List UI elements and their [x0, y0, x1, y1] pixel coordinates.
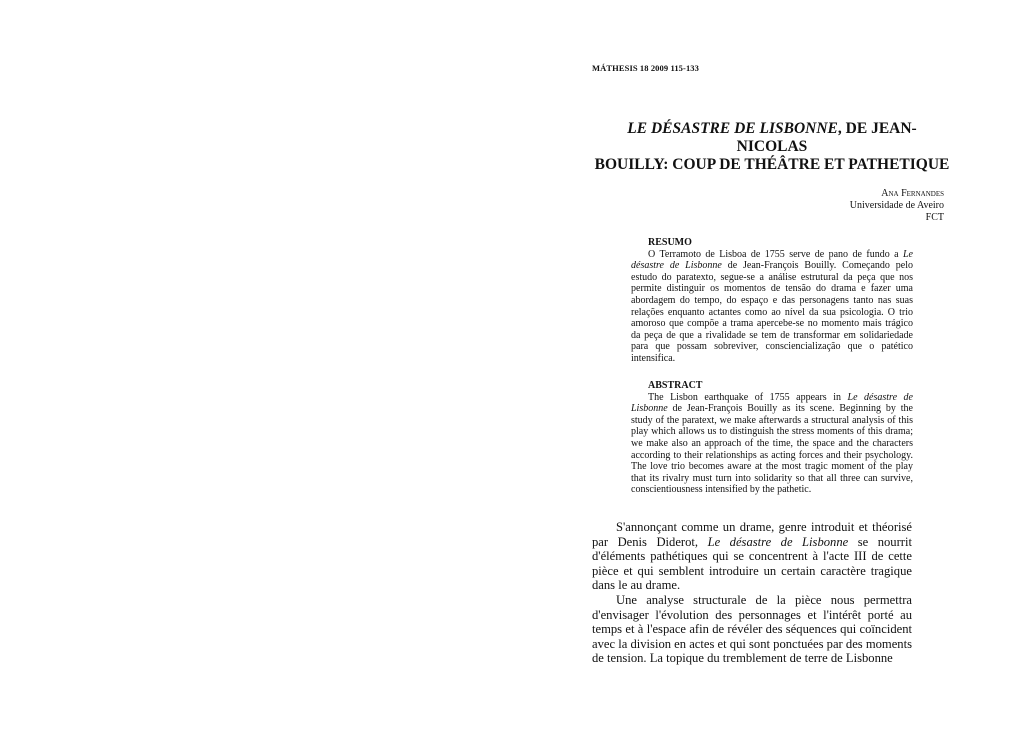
article-title: [592, 120, 952, 174]
author-block: [800, 188, 944, 224]
abstract-heading: ABSTRACT: [648, 380, 703, 391]
abstract-section: [631, 380, 913, 496]
p1-italic-title: Le désastre de Lisbonne: [707, 534, 849, 549]
author-funding: FCT: [925, 212, 944, 223]
title-line2: BOUILLY: COUP DE THÉÂTRE ET PATHETIQUE: [594, 156, 950, 173]
title-italic-part: LE DÉSASTRE DE LISBONNE: [627, 120, 838, 137]
abstract-italic-title: Le désastre de Lisbonne: [631, 391, 913, 415]
author-institution: Universidade de Aveiro: [849, 200, 944, 211]
p1-text-after: se nourrit d'éléments pathétiques qui se concentrent à l'acte III de cette pièce et qui semblent introduire un certain caractère tragique dans le au drame.: [592, 534, 912, 593]
resumo-italic-title: Le désastre de Lisbonne: [631, 248, 913, 272]
resumo-section: [631, 237, 913, 365]
body-text: [592, 520, 912, 666]
body-paragraph-2: Une analyse structurale de la pièce nous permettra d'envisager l'évolution des personnages et l'intérêt porté au temps et à l'espace afin de révéler des séquences qui coïncident avec la division en actes et qui sont ponctuées par des moments de tension. La topique du tremblement de terre de Lisbonne: [592, 592, 913, 666]
abstract-text-before: The Lisbon earthquake of 1755 appears in: [648, 391, 848, 403]
title-line1-rest: , DE JEAN-NICOLAS: [736, 120, 917, 155]
author-name: Ana Fernandes: [881, 188, 944, 199]
p1-text-before: S'annonçant comme un drame, genre introduit et théorisé par Denis Diderot,: [592, 520, 912, 549]
resumo-text-after: de Jean-François Bouilly. Começando pelo estudo do paratexto, segue-se a análise estrutural da peça que nos permite distinguir os momentos de tensão do drama e fazer uma abordagem do tempo, do espaço e das personagens tanto nas suas relações enquanto actantes como ao nível da sua psicologia. O trio amoroso que compõe a trama apercebe-se no momento mais trágico da peça de que a rivalidade se tem de transformar em solidariedade para que possam sobreviver, consciencialização que o patético intensifica.: [631, 260, 914, 364]
resumo-text-before: O Terramoto de Lisboa de 1755 serve de pano de fundo a: [648, 248, 903, 260]
body-paragraph-1: [592, 520, 912, 593]
resumo-heading: RESUMO: [648, 237, 692, 248]
journal-reference: MÁTHESIS 18 2009 115-133: [592, 63, 700, 73]
abstract-text-after: de Jean-François Bouilly as its scene. Beginning by the study of the paratext, we make afterwards a structural analysis of this play which allows us to distinguish the stress moments of this drama; we make also an approach of the time, the space and the characters according to their relationships as acting forces and their psychology. The love trio becomes aware at the most tragic moment of the play that its rivalry must turn into solidarity so that all three can survive, conscientiousness intensified by the pathetic.: [631, 403, 913, 496]
